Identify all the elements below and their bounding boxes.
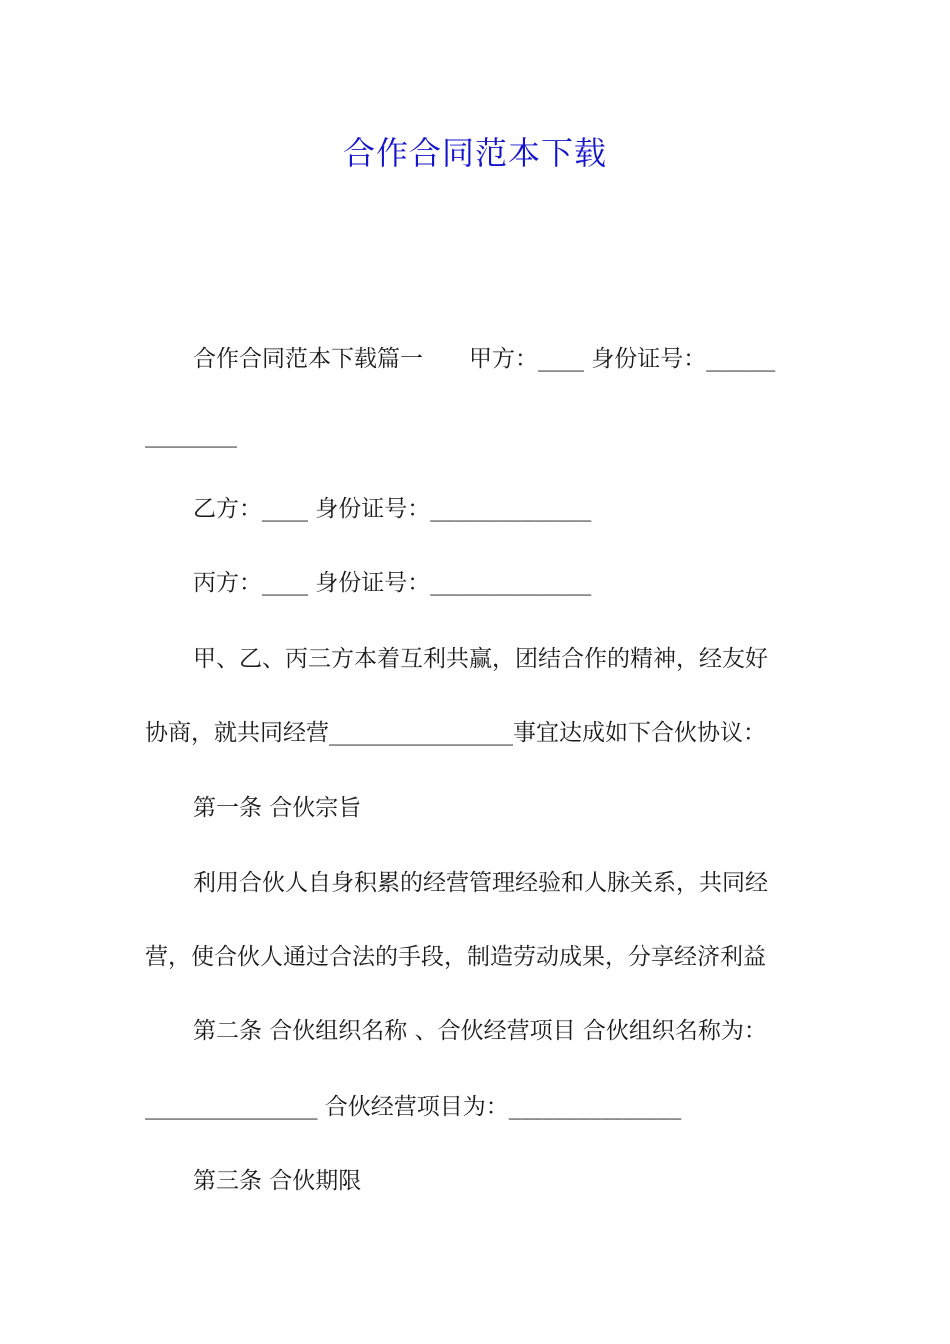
line-11: _______________ 合伙经营项目为：_______________ (145, 1094, 682, 1120)
line-3: 乙方：____ 身份证号：______________ (193, 496, 592, 522)
line-7: 第一条 合伙宗旨 (193, 795, 362, 821)
document-title: 合作合同范本下载 (342, 134, 607, 172)
line-12: 第三条 合伙期限 (193, 1168, 362, 1194)
line-5: 甲、乙、丙三方本着互利共赢，团结合作的精神，经友好 (193, 646, 768, 672)
line-6: 协商，就共同经营________________事宜达成如下合伙协议： (145, 720, 766, 746)
line-2: ________ (145, 422, 237, 448)
line-4: 丙方：____ 身份证号：______________ (193, 570, 592, 596)
line-10: 第二条 合伙组织名称 、合伙经营项目 合伙组织名称为： (193, 1018, 767, 1044)
line-1: 合作合同范本下载篇一 甲方：____ 身份证号：______ (193, 346, 776, 372)
line-8: 利用合伙人自身积累的经营管理经验和人脉关系，共同经 (193, 870, 768, 896)
line-9: 营，使合伙人通过合法的手段，制造劳动成果，分享经济利益 (145, 944, 766, 970)
